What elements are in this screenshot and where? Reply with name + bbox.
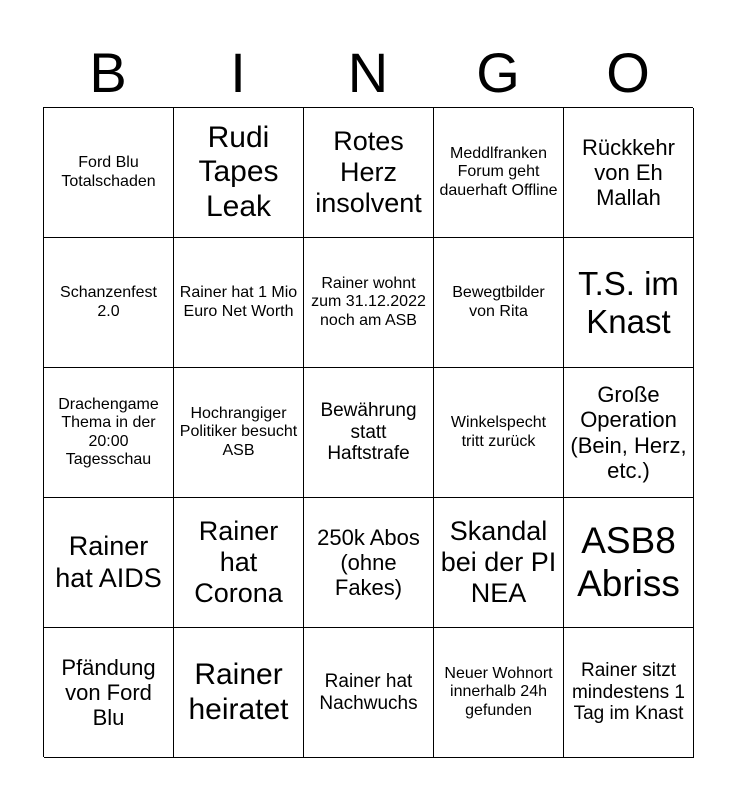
title-letter-b: B [89, 41, 127, 104]
bingo-cell: Neuer Wohnort innerhalb 24h gefunden [434, 628, 564, 758]
bingo-cell: Rainer hat Nachwuchs [304, 628, 434, 758]
bingo-cell: Ford Blu Totalschaden [44, 108, 174, 238]
title-letter-o: O [606, 41, 650, 104]
bingo-cell: Meddlfranken Forum geht dauerhaft Offline [434, 108, 564, 238]
bingo-cell: Rainer wohnt zum 31.12.2022 noch am ASB [304, 238, 434, 368]
bingo-cell: Bewährung statt Haftstrafe [304, 368, 434, 498]
bingo-cell: Rainer sitzt mindestens 1 Tag im Knast [564, 628, 694, 758]
bingo-cell: Bewegtbilder von Rita [434, 238, 564, 368]
bingo-cell: Rotes Herz insolvent [304, 108, 434, 238]
bingo-cell: Skandal bei der PI NEA [434, 498, 564, 628]
bingo-cell: Rückkehr von Eh Mallah [564, 108, 694, 238]
bingo-cell: Winkelspecht tritt zurück [434, 368, 564, 498]
bingo-cell: Rainer hat 1 Mio Euro Net Worth [174, 238, 304, 368]
bingo-cell: Große Operation (Bein, Herz, etc.) [564, 368, 694, 498]
bingo-cell: Rainer heiratet [174, 628, 304, 758]
bingo-title [43, 40, 693, 106]
bingo-cell: 250k Abos (ohne Fakes) [304, 498, 434, 628]
bingo-cell: Schanzenfest 2.0 [44, 238, 174, 368]
bingo-cell: ASB8 Abriss [564, 498, 694, 628]
bingo-board [43, 107, 693, 757]
title-letter-g: G [476, 41, 520, 104]
bingo-cell: T.S. im Knast [564, 238, 694, 368]
title-letter-i: I [230, 41, 246, 104]
bingo-cell: Drachengame Thema in der 20:00 Tagesschau [44, 368, 174, 498]
title-letter-n: N [347, 41, 389, 104]
bingo-cell: Hochrangiger Politiker besucht ASB [174, 368, 304, 498]
bingo-cell: Rainer hat AIDS [44, 498, 174, 628]
bingo-cell: Pfändung von Ford Blu [44, 628, 174, 758]
bingo-cell: Rainer hat Corona [174, 498, 304, 628]
bingo-cell: Rudi Tapes Leak [174, 108, 304, 238]
